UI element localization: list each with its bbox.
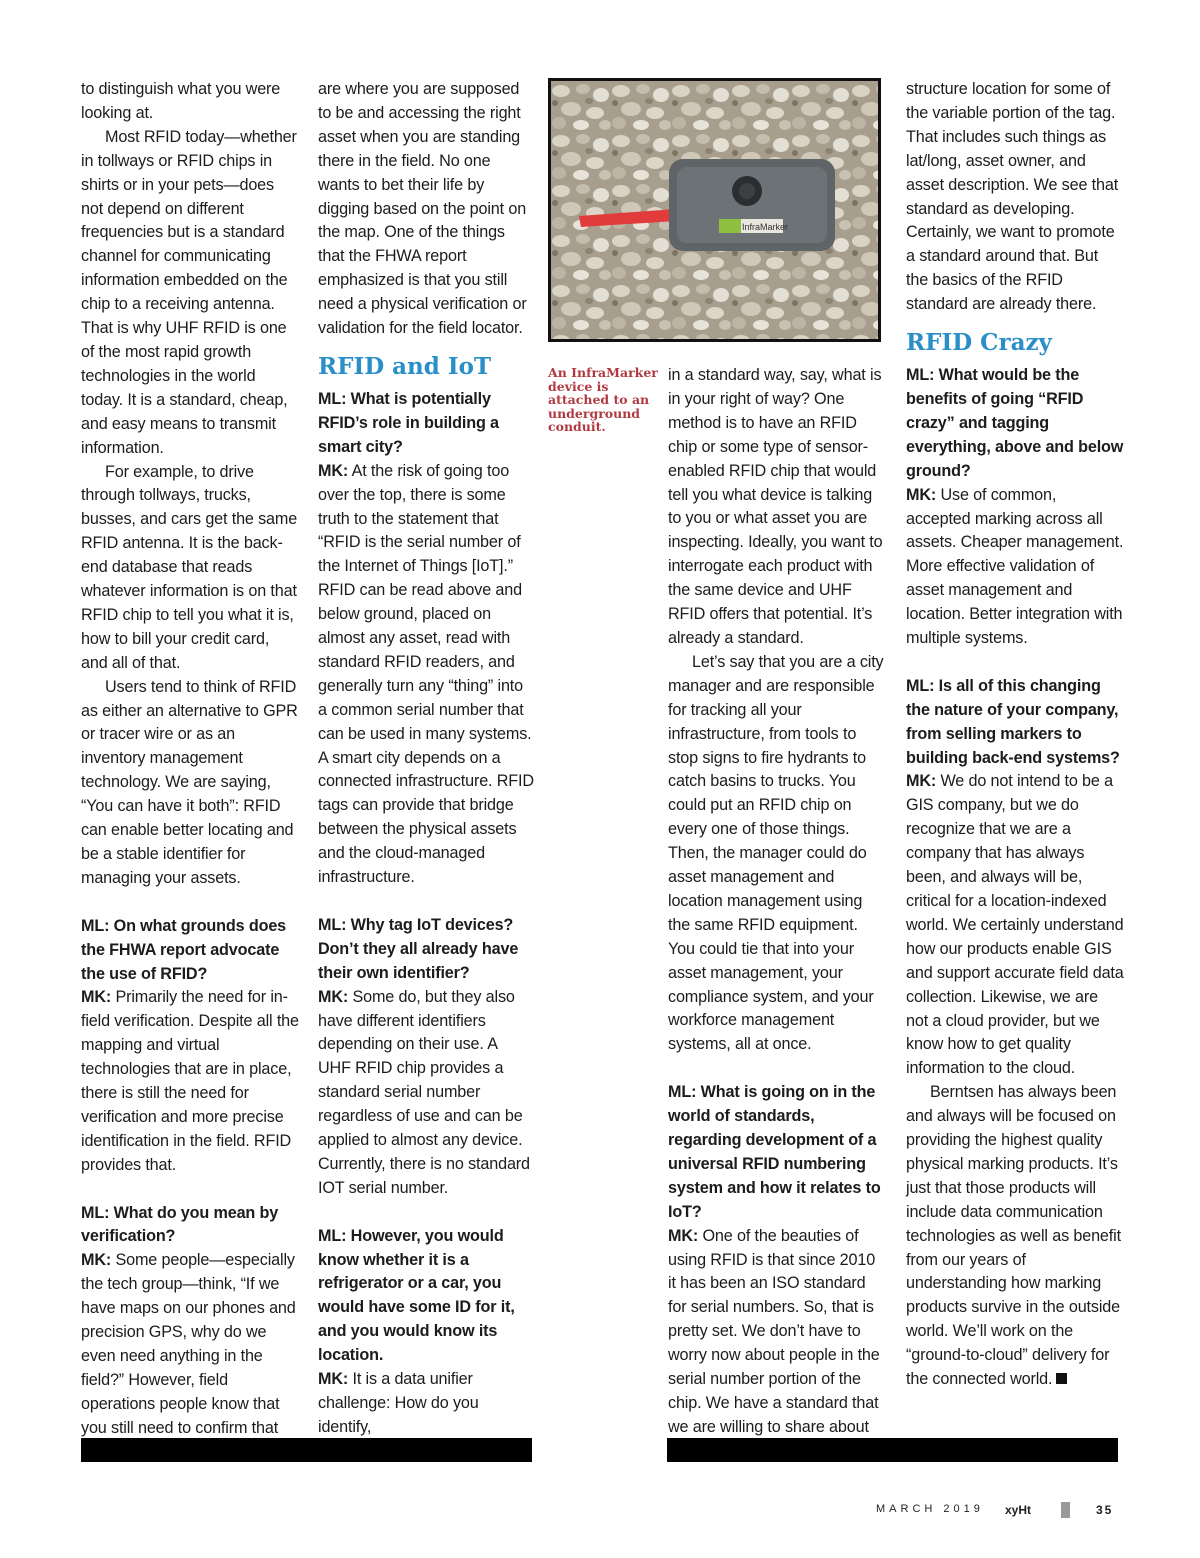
speaker-label: MK:: [318, 461, 349, 480]
article-column-4: [906, 78, 1124, 1392]
interview-question: ML: What is potentially RFID’s role in building a smart city?: [318, 389, 499, 456]
paragraph: are where you are supposed to be and accessing the right asset when you are standing there in the field. No one wants to bet their life by digging based on the point on the map. One of the things that the FHWA report emphasized is that you still need a physical verification or validation for the field locator.: [318, 80, 527, 338]
photo-caption: An InfraMarker device is attached to an underground conduit.: [548, 365, 658, 434]
device-label: InfraMarker: [742, 222, 789, 232]
paragraph: structure location for some of the variable portion of the tag. That includes such things as lat/long, asset owner, and asset description. We see that standard as developing. Certainly, we want to promote a standard around that. But the basics of the RFID standard are already there.: [906, 80, 1119, 314]
answer-text: One of the beauties of using RFID is that since 2010 it has been an ISO standard for serial numbers. So, that is pretty set. We don’t have to worry now about people in the serial number portion of the chip. We have a standard that we are willing to share about: [668, 1226, 880, 1436]
answer-text: Some do, but they also have different identifiers depending on their use. A UHF RFID chip provides a standard serial number regardless of use and can be applied to almost any device. Currently, there is no standard IOT serial number.: [318, 987, 530, 1197]
paragraph: [906, 1081, 1124, 1392]
interview-answer: [81, 1249, 299, 1464]
end-of-article-mark: [1056, 1373, 1067, 1384]
paragraph: Users tend to think of RFID as either an alternative to GPR or tracer wire or as an inventory management technology. We are saying, “You can have it both”: RFID can enable better locating and be a stable identifier for managing your assets.: [81, 677, 298, 887]
answer-text: It is a data unifier challenge: How do you identify,: [318, 1370, 479, 1436]
gravel-photo-illustration: [551, 81, 878, 339]
closing-text: Berntsen has always been and always will be focused on providing the highest quality physical marking products. It’s just that those products will include data communication technologies as well as benefit from our years of understanding how marking products survive in the outside world. We’ll work on the “ground-to-cloud” delivery for the connected world.: [906, 1083, 1121, 1389]
interview-question: ML: Why tag IoT devices? Don’t they all already have their own identifier?: [318, 915, 519, 982]
interview-answer: [318, 1368, 534, 1440]
section-heading: RFID and IoT: [318, 352, 492, 380]
interview-question: ML: What would be the benefits of going “RFID crazy” and tagging everything, above and below ground?: [906, 366, 1124, 480]
paragraph: to distinguish what you were looking at.: [81, 80, 281, 122]
ad-bar-right: [667, 1438, 1118, 1462]
speaker-label: MK:: [81, 988, 112, 1007]
interview-question: ML: However, you would know whether it is a refrigerator or a car, you would have some ID for it, and you would know its location.: [318, 1226, 515, 1365]
speaker-label: MK:: [906, 485, 937, 504]
ad-bar-left: [81, 1438, 532, 1462]
article-column-3: [668, 364, 884, 1464]
footer-brand: xyHt: [1005, 1503, 1032, 1517]
page-number: 35: [1096, 1503, 1114, 1517]
footer-issue-date: MARCH 2019: [876, 1503, 984, 1515]
interview-answer: [906, 484, 1124, 651]
answer-text: Use of common, accepted marking across all assets. Cheaper management. More effective validation of asset management and location. Better integration with multiple systems.: [906, 485, 1124, 648]
speaker-label: MK:: [906, 772, 937, 791]
paragraph: For example, to drive through tollways, trucks, busses, and cars get the same RFID antenna. It is the back-end database that reads whatever information is on that RFID chip to tell you what it is, how to bill your credit card, and all of that.: [81, 462, 298, 672]
speaker-label: MK:: [81, 1251, 112, 1270]
speaker-label: MK:: [668, 1226, 699, 1245]
answer-text: Some people—especially the tech group—think, “If we have maps on our phones and precision GPS, why do we even need anything in the field?” However, field operations people know that you still need to confirm that: [81, 1251, 296, 1437]
footer-divider: [1061, 1502, 1070, 1518]
paragraph: Let’s say that you are a city manager and are responsible for tracking all your infrastructure, from tools to stop signs to fire hydrants to catch basins to trucks. You could put an RFID chip on every one of those things. Then, the manager could do asset management and location management using the same RFID equipment. You could tie that into your asset management, your compliance system, and your workforce management systems, all at once.: [668, 652, 884, 1054]
interview-question: ML: What is going on in the world of standards, regarding development of a universal RFID numbering system and how it relates to IoT?: [668, 1083, 881, 1221]
speaker-label: MK:: [318, 1370, 349, 1389]
photo-inframarker-device: [548, 78, 881, 342]
article-column-1: [81, 78, 299, 1465]
interview-answer: [906, 770, 1124, 1081]
interview-answer: [318, 986, 534, 1201]
interview-answer: [318, 460, 534, 890]
inframarker-device: [669, 159, 835, 251]
interview-answer: [81, 986, 299, 1177]
section-heading: RFID Crazy: [906, 329, 1052, 357]
speaker-label: MK:: [318, 987, 349, 1006]
paragraph: Most RFID today—whether in tollways or RFID chips in shirts or in your pets—does not depend on different frequencies but is a standard channel for communicating information embedded on the chip to a receiving antenna. That is why UHF RFID is one of the most rapid growth technologies in the world today. It is a standard, cheap, and easy means to transmit information.: [81, 127, 297, 457]
answer-text: At the risk of going too over the top, there is some truth to the statement that “RFID is the serial number of the Internet of Things [IoT].” RFID can be read above and below ground, placed on almost any asset, read with standard RFID readers, and generally turn any “thing” into a common serial number that can be used in many systems. A smart city depends on a connected infrastructure. RFID tags can provide that bridge between the physical assets and the cloud-managed infrastructure.: [318, 461, 534, 887]
interview-question: ML: Is all of this changing the nature of your company, from selling markers to building back-end systems?: [906, 676, 1120, 767]
answer-text: We do not intend to be a GIS company, but we do recognize that we are a company that has always been, and always will be, critical for a location-indexed world. We certainly understand how our products enable GIS and support accurate field data collection. Likewise, we are not a cloud provider, but we know how to get quality information to the cloud.: [906, 772, 1124, 1078]
interview-question: ML: On what grounds does the FHWA report advocate the use of RFID?: [81, 916, 287, 983]
paragraph: in a standard way, say, what is in your right of way? One method is to have an RFID chip or some type of sensor-enabled RFID chip that would tell you what device is talking to you or what asset you are inspecting. Ideally, you want to interrogate each product with the same device and UHF RFID offers that potential. It’s already a standard.: [668, 366, 883, 647]
answer-text: Primarily the need for in-field verification. Despite all the mapping and virtual technologies that are in place, there is still the need for verification and more precise identification in the field. RFID provides that.: [81, 988, 299, 1174]
interview-answer: [668, 1225, 884, 1464]
article-column-2: [318, 78, 534, 1440]
interview-question: ML: What do you mean by verification?: [81, 1203, 279, 1246]
